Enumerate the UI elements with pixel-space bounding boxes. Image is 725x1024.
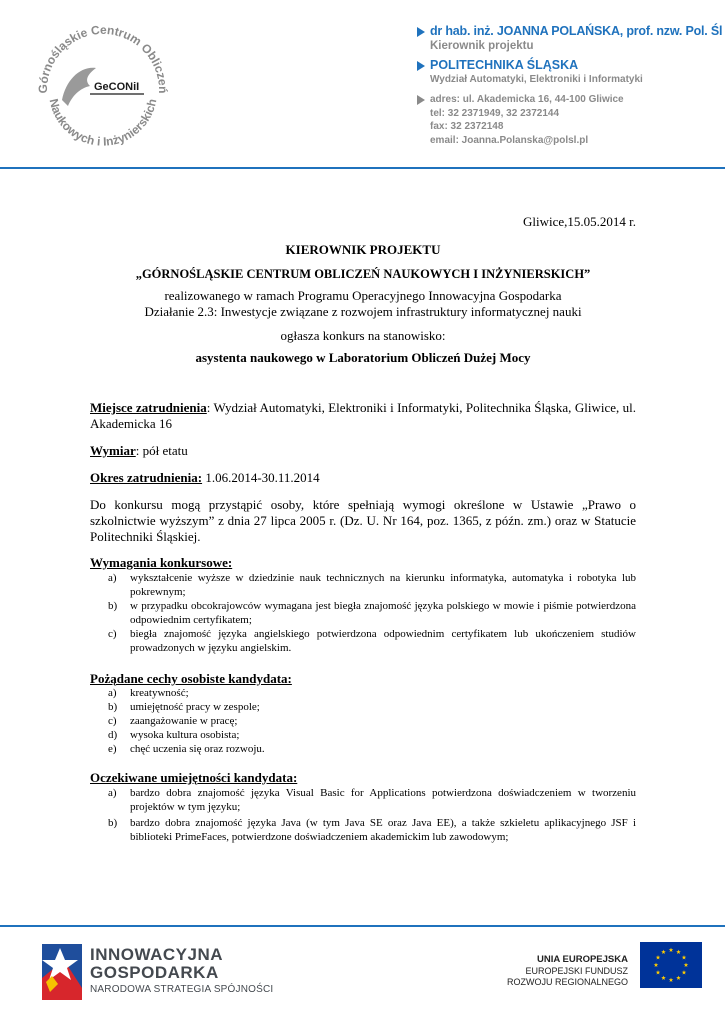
position-title: asystenta naukowego w Laboratorium Obliczeń Dużej Mocy: [195, 350, 531, 365]
ig-line-3: NARODOWA STRATEGIA SPÓJNOŚCI: [90, 984, 274, 995]
list-item: a) wykształcenie wyższe w dziedzinie nauk technicznych na kierunku informatyka, automatyka i robotyka lub pokrewnym;: [108, 572, 636, 598]
arrow-icon: [417, 95, 425, 105]
geconii-logo: [28, 10, 174, 156]
contact-university-row: [417, 58, 717, 87]
eu-flag-icon: [640, 942, 702, 988]
contact-address: adres: ul. Akademicka 16, 44-100 Gliwice: [430, 94, 624, 105]
skills-title: Oczekiwane umiejętności kandydata:: [90, 770, 298, 785]
ue-line-1: UNIA EUROPEJSKA: [537, 954, 628, 965]
heading-project-title: „GÓRNOŚLĄSKIE CENTRUM OBLICZEŃ NAUKOWYCH I INŻYNIERSKICH”: [135, 267, 591, 281]
contact-block: [417, 24, 723, 147]
list-item: a) kreatywność;: [108, 687, 189, 699]
contact-address-row: [417, 93, 717, 147]
contact-tel: tel: 32 2371949, 32 2372144: [430, 107, 559, 119]
contact-email: email: Joanna.Polanska@polsl.pl: [430, 134, 589, 146]
intro-line-2: Działanie 2.3: Inwestycje związane z rozwojem infrastruktury informatycznej nauki: [144, 304, 582, 319]
arrow-icon: [417, 27, 425, 37]
innowacyjna-gospodarka-text: [90, 946, 273, 996]
ue-line-2: EUROPEJSKI FUNDUSZ: [525, 966, 628, 976]
contact-department: Wydział Automatyki, Elektroniki i Informatyki: [430, 74, 643, 85]
working-time: [90, 443, 636, 459]
contact-name-row: [417, 24, 723, 54]
period-label: Okres zatrudnienia:: [90, 470, 203, 485]
list-item: d) wysoka kultura osobista;: [108, 729, 240, 741]
list-item: c) zaangażowanie w pracę;: [108, 715, 238, 727]
list-item: e) chęć uczenia się oraz rozwoju.: [108, 743, 265, 755]
logo-center-label: GeCONiI: [94, 81, 140, 93]
ue-line-3: ROZWOJU REGIONALNEGO: [506, 977, 628, 987]
logo-ring-text-top: Górnośląskie Centrum Obliczeń: [35, 22, 171, 94]
employment-period: [90, 470, 636, 486]
footer-divider: [0, 925, 725, 927]
logo-ring-text-bottom: Naukowych i Inżynierskich: [46, 97, 160, 149]
contact-name: dr hab. inż. JOANNA POLAŃSKA, prof. nzw. Pol. Śl: [430, 24, 723, 38]
place-value: : Wydział Automatyki, Elektroniki i Informatyki, Politechnika Śląska, Gliwice, ul. Akademicka 16: [90, 400, 636, 431]
contact-fax: fax: 32 2372148: [430, 121, 504, 132]
contact-university: POLITECHNIKA ŚLĄSKA: [430, 58, 579, 72]
eu-fund-text: [498, 954, 628, 988]
ig-line-1: INNOWACYJNA: [90, 945, 224, 964]
requirements-list: [90, 571, 636, 655]
intro-line-3: ogłasza konkurs na stanowisko:: [280, 328, 446, 343]
logo-lizard-icon: [62, 68, 96, 106]
list-item: c) biegła znajomość języka angielskiego potwierdzona odpowiednim certyfikatem lub ukończeniem studiów prowadzonych w języku angielskim.: [108, 628, 636, 654]
list-item: b) w przypadku obcokrajowców wymagana jest biegła znajomość języka polskiego w mowie i piśmie potwierdzona odpowiednim certyfikatem;: [108, 600, 636, 626]
list-item: a) bardzo dobra znajomość języka Visual Basic for Applications potwierdzona doświadczeniem w tworzeniu projektów w tym języku;: [108, 787, 636, 813]
list-item: b) umiejętność pracy w zespole;: [108, 701, 260, 713]
contact-role: Kierownik projektu: [430, 40, 534, 52]
header-divider: [0, 167, 725, 169]
place-label: Miejsce zatrudnienia: [90, 400, 207, 415]
document-date: Gliwice,15.05.2014 r.: [522, 214, 636, 229]
list-item: b) bardzo dobra znajomość języka Java (w tym Java SE oraz Java EE), a także szkieletu aplikacyjnego JSF i biblioteki PrimeFaces, potwierdzone doświadczeniem akademickim lub zawodowym;: [108, 817, 636, 843]
heading-project-manager: KIEROWNIK PROJEKTU: [285, 242, 441, 257]
ig-line-2: GOSPODARKA: [90, 963, 219, 982]
eligibility-paragraph: Do konkursu mogą przystąpić osoby, które spełniają wymogi określone w Ustawie „Prawo o szkolnictwie wyższym” z dnia 27 lipca 2005 r. (Dz. U. Nr 164, poz. 1365, z późn. zm.) oraz w Statucie Politechniki Śląskiej.: [90, 497, 636, 544]
place-of-employment: [90, 400, 636, 432]
period-value: 1.06.2014-30.11.2014: [202, 470, 320, 485]
skills-list: [90, 786, 636, 844]
innowacyjna-gospodarka-logo-icon: [38, 938, 86, 1008]
requirements-title: Wymagania konkursowe:: [90, 555, 233, 570]
scope-label: Wymiar: [90, 443, 136, 458]
arrow-icon: [417, 61, 425, 71]
traits-title: Pożądane cechy osobiste kandydata:: [90, 671, 292, 686]
logo-dot-icon: [82, 72, 87, 77]
scope-value: : pół etatu: [135, 443, 188, 458]
traits-list: [90, 686, 636, 756]
intro-line-1: realizowanego w ramach Programu Operacyjnego Innowacyjna Gospodarka: [164, 288, 562, 303]
